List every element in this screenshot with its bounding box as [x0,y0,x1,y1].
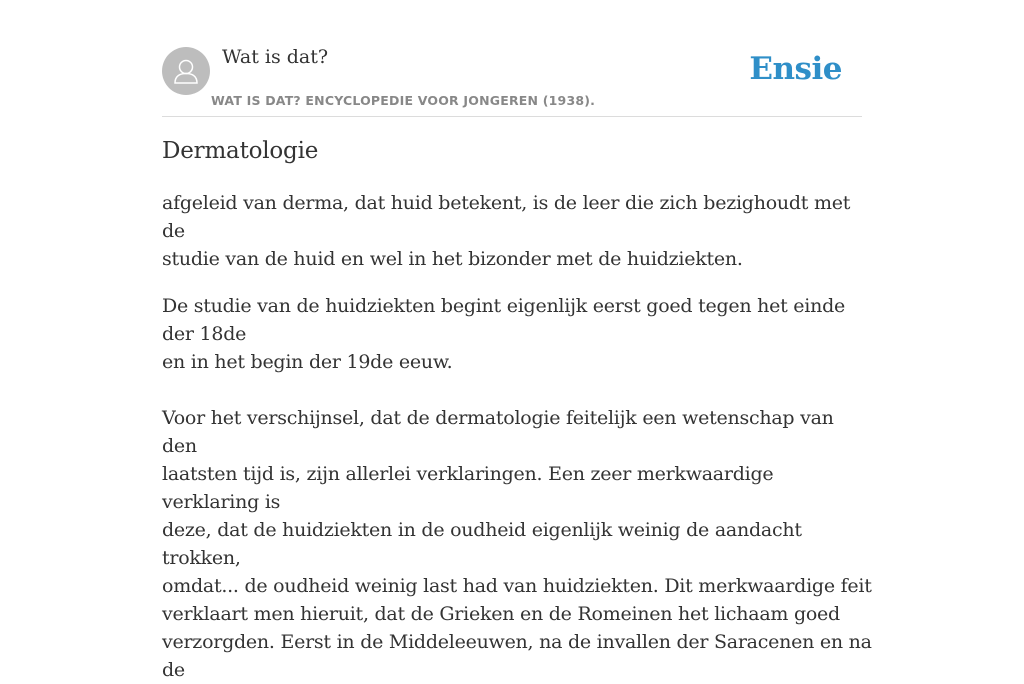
author-name[interactable]: Wat is dat? [222,46,329,68]
article-paragraph: Voor het verschijnsel, dat de dermatologie feitelijk een wetenschap van den laatsten tijd is, zijn allerlei verklaringen. Een zeer merkwaardige verklaring is deze, dat de huidziekten in de oudheid eigenlijk weinig de aandacht trokken, omdat... de oudheid weinig last had van huidziekten. Dit merkwaardige feit verklaart men hieruit, dat de Grieken en de Romeinen het lichaam goed verzorgden. Eerst in de Middeleeuwen, na de invallen der Saracenen en na de [162,407,872,681]
article-title: Dermatologie [162,138,319,164]
article-header [162,46,862,117]
article-paragraph: afgeleid van derma, dat huid betekent, is de leer die zich bezighoudt met de studie van de huid en wel in het bizonder met de huidziekten. [162,192,851,270]
user-outline-icon [162,47,210,95]
author-avatar[interactable] [162,47,210,95]
article-body [162,138,872,684]
article-paragraph: De studie van de huidziekten begint eigenlijk eerst goed tegen het einde der 18de en in het begin der 19de eeuw. [162,295,846,373]
source-label[interactable]: WAT IS DAT? ENCYCLOPEDIE VOOR JONGEREN (1938). [211,93,596,108]
ensie-logo[interactable]: Ensie [749,51,842,87]
